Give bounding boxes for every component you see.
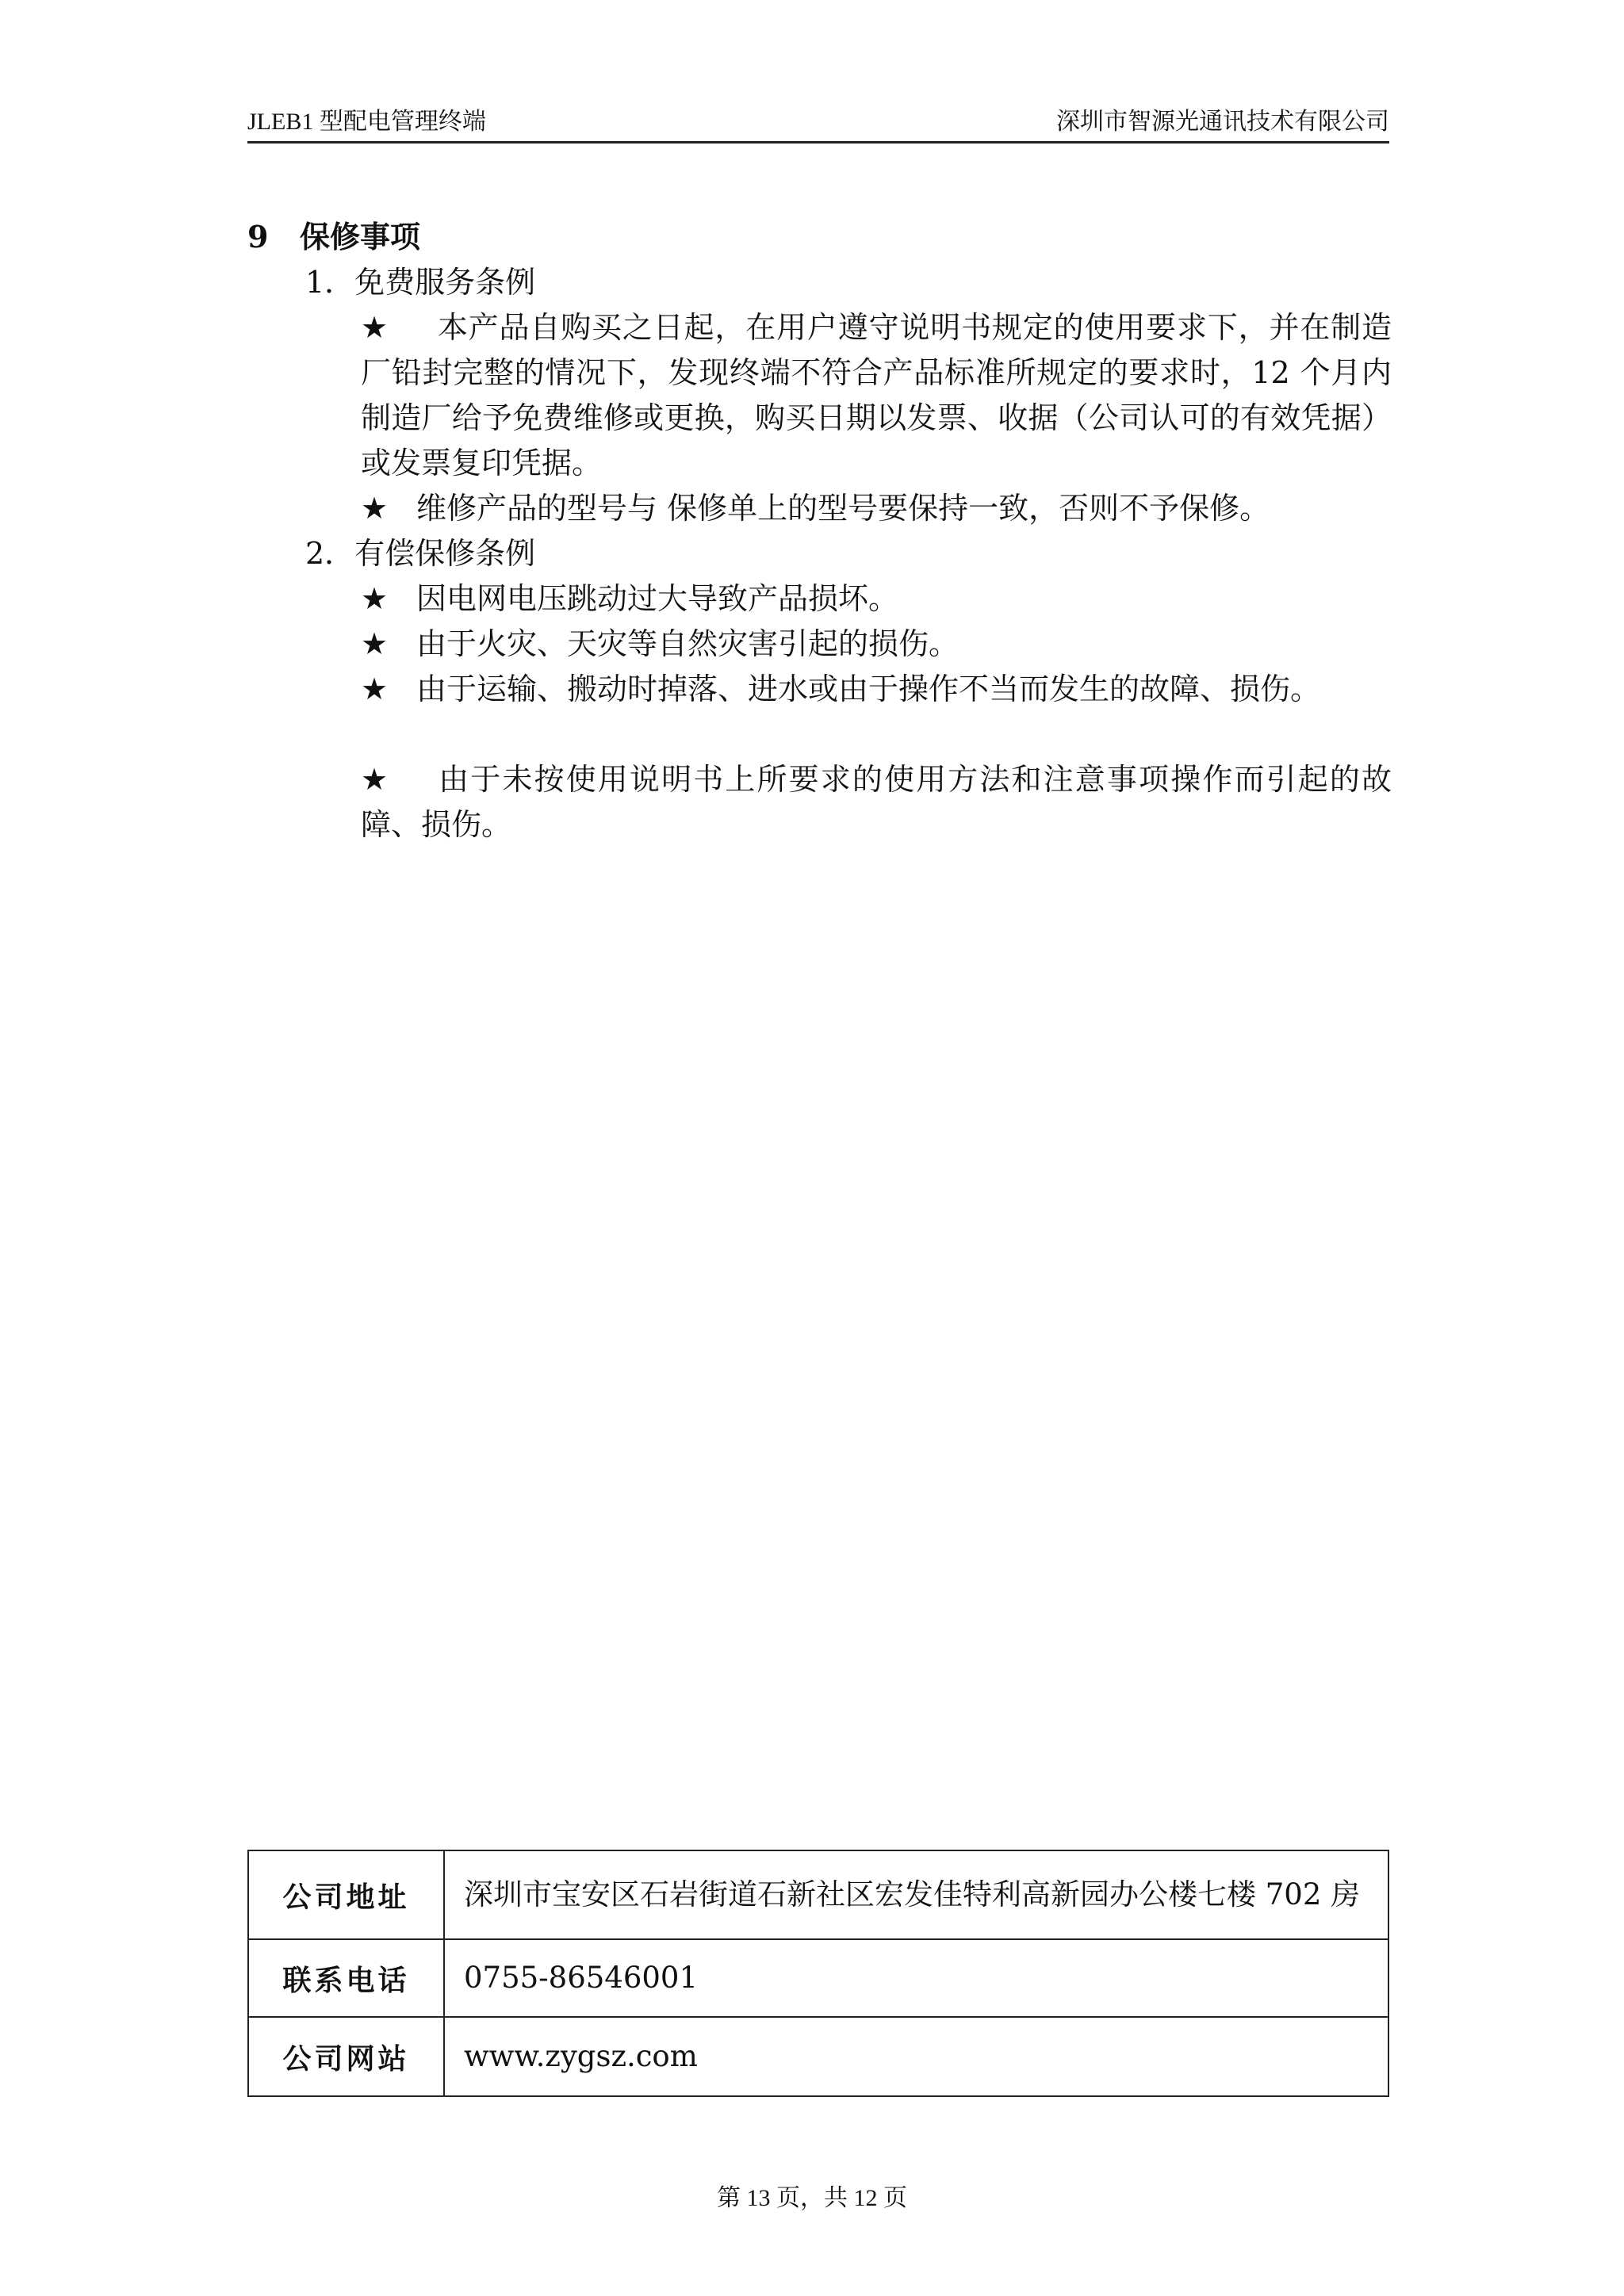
- star-icon: ★: [361, 762, 389, 797]
- star-icon: ★: [361, 672, 389, 706]
- address-value: 深圳市宝安区石岩街道石新社区宏发佳特利高新园办公楼七楼 702 房: [444, 1850, 1388, 1939]
- section-number: 9: [247, 219, 269, 254]
- header-company-name: 深圳市智源光通讯技术有限公司: [1056, 109, 1389, 135]
- warranty-content: [305, 260, 1392, 848]
- paragraph-spacer: [305, 712, 1392, 757]
- free-service-item-2: [305, 486, 1392, 531]
- paid-service-item: [305, 667, 1392, 712]
- address-label: 公司地址: [248, 1850, 444, 1939]
- star-icon: ★: [361, 626, 389, 661]
- section-title: 保修事项: [300, 219, 421, 254]
- page-footer: 第 13 页，共 12 页: [717, 2185, 907, 2211]
- free-service-heading: 1．免费服务条例: [305, 265, 536, 300]
- paid-service-item: [305, 576, 1392, 622]
- table-row: [248, 2017, 1388, 2096]
- website-label: 公司网站: [248, 2017, 444, 2096]
- page-header: [247, 109, 1389, 144]
- star-icon: ★: [361, 581, 389, 616]
- table-row: [248, 1939, 1388, 2017]
- phone-label: 联系电话: [248, 1939, 444, 2017]
- table-row: [248, 1850, 1388, 1939]
- website-value: www.zygsz.com: [444, 2017, 1388, 2096]
- free-service-item-1: [305, 305, 1392, 486]
- paid-service-item-last: [305, 757, 1392, 848]
- company-contact-table: [247, 1850, 1389, 2097]
- free-service-item-1-text: 本产品自购买之日起，在用户遵守说明书规定的使用要求下，并在制造厂铅封完整的情况下，发现终端不符合产品标准所规定的要求时，12 个月内制造厂给予免费维修或更换，购买日期以发票、收据（公司认可的有效凭据）或发票复印凭据。: [361, 310, 1392, 480]
- section-heading: [247, 212, 420, 256]
- phone-value: 0755-86546001: [444, 1939, 1388, 2017]
- paid-service-item: [305, 622, 1392, 667]
- paid-service-item-text: 由于运输、搬动时掉落、进水或由于操作不当而发生的故障、损伤。: [416, 672, 1321, 706]
- header-product-name: JLEB1 型配电管理终端: [247, 109, 486, 135]
- star-icon: ★: [361, 491, 389, 526]
- paid-service-heading: 2．有偿保修条例: [305, 536, 536, 571]
- star-icon: ★: [361, 310, 389, 345]
- paid-service-item-last-text: 由于未按使用说明书上所要求的使用方法和注意事项操作而引起的故障、损伤。: [361, 762, 1392, 842]
- paid-service-item-text: 由于火灾、天灾等自然灾害引起的损伤。: [416, 626, 959, 661]
- free-service-item-2-text: 维修产品的型号与 保修单上的型号要保持一致，否则不予保修。: [416, 491, 1270, 526]
- paid-service-item-text: 因电网电压跳动过大导致产品损坏。: [416, 581, 899, 616]
